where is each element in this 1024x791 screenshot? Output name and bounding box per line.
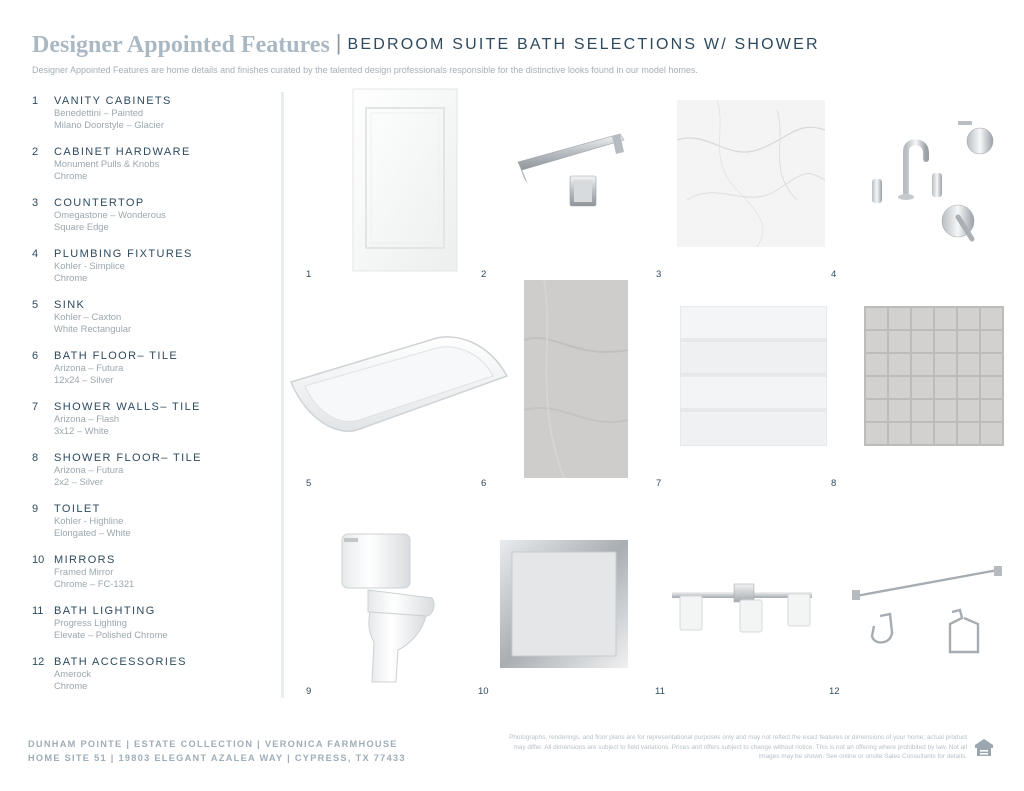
bath-lighting-image — [670, 582, 815, 634]
item-title: SHOWER FLOOR– TILE — [54, 452, 202, 464]
countertop-sample-image — [677, 100, 825, 247]
item-detail: Milano Doorstyle – Glacier — [54, 119, 164, 130]
item-number: 7 — [32, 401, 39, 413]
list-item — [32, 350, 262, 401]
item-detail: Progress Lighting — [54, 617, 127, 628]
address-line: HOME SITE 51 | 19803 ELEGANT AZALEA WAY | CYPRESS, TX 77433 — [28, 753, 406, 763]
list-item — [32, 95, 262, 146]
item-title: COUNTERTOP — [54, 197, 145, 209]
list-item — [32, 605, 262, 656]
item-detail: Kohler – Caxton — [54, 311, 122, 322]
item-detail: 12x24 – Silver — [54, 374, 114, 385]
item-detail: Elevate – Polished Chrome — [54, 629, 168, 640]
grid-label: 5 — [306, 478, 312, 489]
item-detail: Omegastone – Wonderous — [54, 209, 166, 220]
selection-list — [32, 95, 262, 707]
page-subtitle: BEDROOM SUITE BATH SELECTIONS W/ SHOWER — [347, 36, 820, 53]
item-title: BATH FLOOR– TILE — [54, 350, 179, 362]
grid-label: 1 — [306, 269, 312, 280]
item-detail: Chrome — [54, 272, 88, 283]
item-number: 9 — [32, 503, 39, 515]
item-detail: Monument Pulls & Knobs — [54, 158, 160, 169]
page-header — [32, 32, 820, 59]
item-detail: Arizona – Flash — [54, 413, 120, 424]
item-detail: Arizona – Futura — [54, 464, 124, 475]
title-separator: | — [335, 30, 342, 55]
item-title: TOILET — [54, 503, 101, 515]
item-number: 11 — [32, 605, 44, 617]
item-title: BATH LIGHTING — [54, 605, 156, 617]
list-item — [32, 197, 262, 248]
grid-label: 10 — [478, 686, 489, 697]
grid-label: 12 — [829, 686, 840, 697]
item-detail: Framed Mirror — [54, 566, 114, 577]
item-number: 1 — [32, 95, 39, 107]
item-detail: White Rectangular — [54, 323, 132, 334]
equal-housing-icon — [973, 737, 995, 759]
list-item — [32, 146, 262, 197]
grid-label: 9 — [306, 686, 312, 697]
item-detail: Kohler - Simplice — [54, 260, 125, 271]
shower-wall-tile-image — [680, 306, 827, 446]
grid-label: 7 — [656, 478, 662, 489]
cabinet-hardware-image — [512, 128, 628, 216]
item-detail: Chrome — [54, 680, 88, 691]
grid-label: 2 — [481, 269, 487, 280]
page-title: Designer Appointed Features — [32, 32, 330, 58]
disclaimer: Photographs, renderings, and floor plans are for representational purposes only and may not reflect the exact features or dimensions of your home; actual product may differ. All dimensions are subject to field variations. Prices and offers subject to change without notice. This is not an offering where prohibited by law. Not all images may be shown. See online or onsite Sales Consultants for details. — [509, 734, 967, 760]
vanity-cabinet-image — [352, 88, 458, 272]
item-detail: Amerock — [54, 668, 91, 679]
bath-floor-tile-image — [524, 280, 628, 478]
item-detail: Elongated – White — [54, 527, 131, 538]
item-number: 12 — [32, 656, 45, 668]
item-number: 4 — [32, 248, 39, 260]
item-number: 5 — [32, 299, 39, 311]
framed-mirror-image — [500, 540, 628, 668]
item-title: PLUMBING FIXTURES — [54, 248, 193, 260]
list-item — [32, 452, 262, 503]
divider-line — [281, 92, 284, 698]
list-item — [32, 656, 262, 707]
item-number: 2 — [32, 146, 39, 158]
item-detail: Kohler - Highline — [54, 515, 124, 526]
intro-text: Designer Appointed Features are home details and finishes curated by the talented design professionals responsible for the distinctive looks found in our model homes. — [32, 65, 698, 75]
grid-label: 6 — [481, 478, 487, 489]
item-title: CABINET HARDWARE — [54, 146, 191, 158]
item-detail: Chrome — [54, 170, 88, 181]
item-detail: 3x12 – White — [54, 425, 109, 436]
item-title: MIRRORS — [54, 554, 116, 566]
item-title: SINK — [54, 299, 86, 311]
item-detail: Benedettini – Painted — [54, 107, 144, 118]
community-line: DUNHAM POINTE | ESTATE COLLECTION | VERONICA FARMHOUSE — [28, 739, 398, 749]
item-title: BATH ACCESSORIES — [54, 656, 187, 668]
item-number: 6 — [32, 350, 39, 362]
grid-label: 3 — [656, 269, 662, 280]
list-item — [32, 248, 262, 299]
item-title: SHOWER WALLS– TILE — [54, 401, 201, 413]
item-number: 10 — [32, 554, 45, 566]
list-item — [32, 401, 262, 452]
item-number: 8 — [32, 452, 39, 464]
plumbing-fixtures-image — [862, 113, 1002, 253]
grid-label: 8 — [831, 478, 837, 489]
bath-accessories-image — [852, 566, 1002, 658]
list-item — [32, 554, 262, 605]
list-item — [32, 299, 262, 350]
item-detail: Square Edge — [54, 221, 109, 232]
item-number: 3 — [32, 197, 39, 209]
item-title: VANITY CABINETS — [54, 95, 172, 107]
grid-label: 11 — [655, 686, 665, 697]
grid-label: 4 — [831, 269, 837, 280]
sink-image — [287, 330, 515, 448]
item-detail: Chrome – FC-1321 — [54, 578, 135, 589]
toilet-image — [338, 532, 438, 690]
shower-floor-tile-image — [864, 306, 1004, 446]
item-detail: Arizona – Futura — [54, 362, 124, 373]
list-item — [32, 503, 262, 554]
item-detail: 2x2 – Silver — [54, 476, 103, 487]
